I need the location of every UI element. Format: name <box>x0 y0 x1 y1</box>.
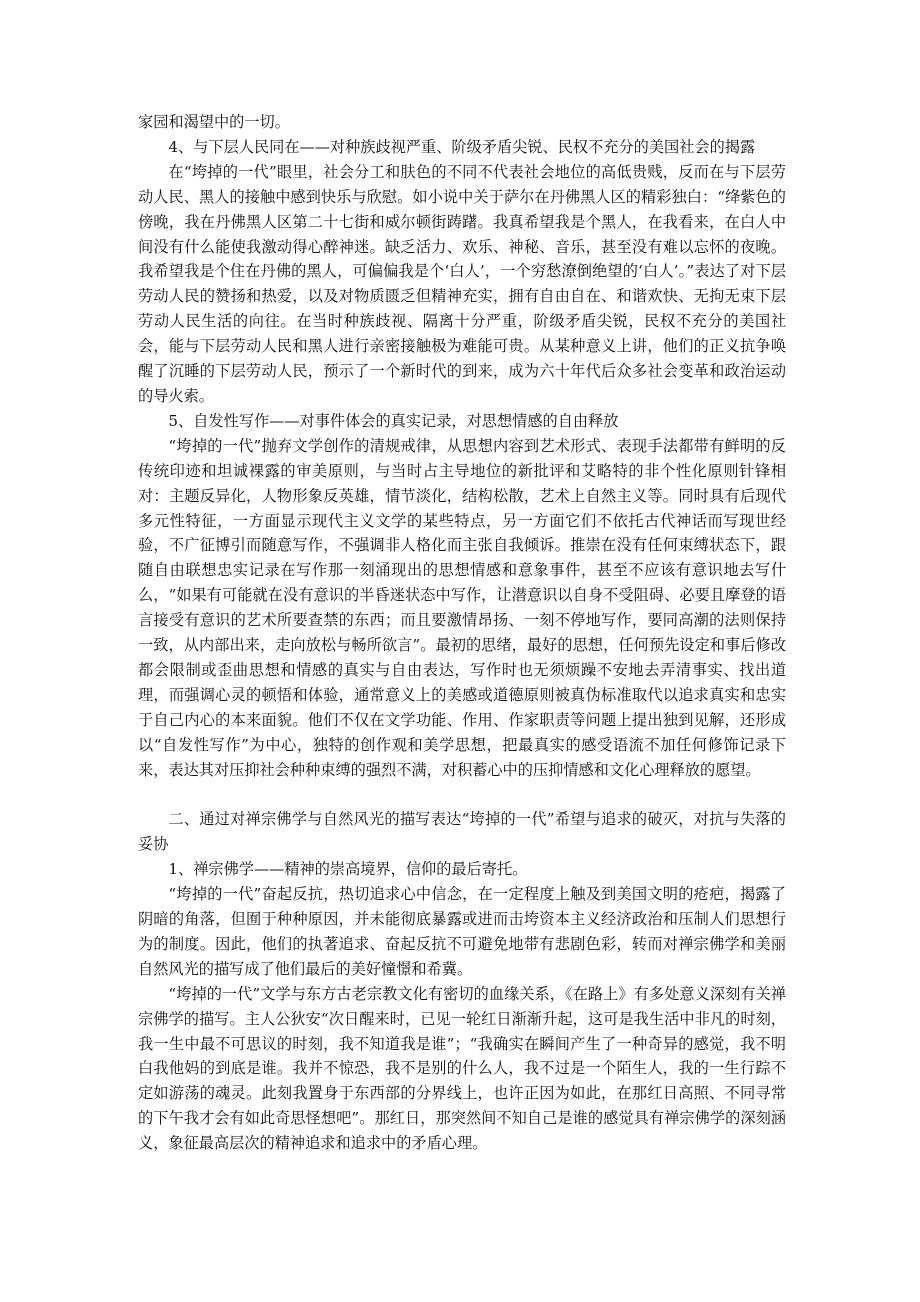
section-heading-5: 5、自发性写作——对事件体会的真实记录，对思想情感的自由释放 <box>168 411 619 430</box>
paragraph-continuation: 家园和渴望中的一切。 <box>138 113 290 131</box>
chapter-heading-2: 二、通过对禅宗佛学与自然风光的描写表达“垮掉的一代”希望与追求的破灭，对抗与失落的妥协 <box>138 810 786 854</box>
paragraph-body: “垮掉的一代”抛弃文学创作的清规戒律，从思想内容到艺术形式、表现手法都带有鲜明的反传统印迹和坦诚裸露的审美原则，与当时占主导地位的新批评和艾略特的非个性化原则针锋相对：主题反异化，人物形象反英雄，情节淡化，结构松散，艺术上自然主义等。同时具有后现代多元性特征，一方面显示现代主义文学的某些特点，另一方面它们不依托古代神话而写现世经验，不广征博引而随意写作，不强调非人格化而主张自我倾诉。推崇在没有任何束缚状态下，跟随自由联想忠实记录在写作那一刻涌现出的思想情感和意象事件，甚至不应该有意识地去写什么，“如果有可能就在没有意识的半昏迷状态中写作，让潜意识以自身不受阻碍、必要且摩登的语言接受有意识的艺术所要查禁的东西；而且要激情昂扬、一刻不停地写作，要同高潮的法则保持一致，从内部出来，走向放松与畅所欲言”。最初的思绪，最好的思想，任何预先设定和事后修改都会限制或歪曲思想和情感的真实与自由表达，写作时也无须烦躁不安地去弄清事实、找出道理，而强调心灵的顿悟和体验，通常意义上的美感或道德原则被真伪标准取代以追求真实和忠实于自己内心的本来面貌。他们不仅在文学功能、作用、作家职责等问题上提出独到见解，还形成以“自发性写作”为中心，独特的创作观和美学思想，把最真实的感受语流不加任何修饰记录下来，表达其对压抑社会种种束缚的强烈不满，对积蓄心中的压抑情感和文化心理释放的愿望。 <box>138 436 786 779</box>
paragraph-body: “垮掉的一代”奋起反抗，热切追求心中信念，在一定程度上触及到美国文明的疮疤，揭露了阴暗的角落，但囿于种种原因，并未能彻底暴露或进而击垮资本主义经济政治和压制人们思想行为的制度。因此，他们的执著追求、奋起反抗不可避免地带有悲剧色彩，转而对禅宗佛学和美丽自然风光的描写成了他们最后的美好憧憬和希冀。 <box>138 885 786 978</box>
document-page <box>138 110 786 1156</box>
section-heading-1: 1、禅宗佛学——精神的崇高境界，信仰的最后寄托。 <box>168 860 528 879</box>
paragraph-body: 在“垮掉的一代”眼里，社会分工和肤色的不同不代表社会地位的高低贵贱，反而在与下层劳动人民、黑人的接触中感到快乐与欣慰。如小说中关于萨尔在丹佛黑人区的精彩独白：“绛紫色的傍晚，我在丹佛黑人区第二十七街和威尔顿街踌躇。我真希望我是个黑人，在我看来，在白人中间没有什么能使我激动得心醉神迷。缺乏活力、欢乐、神秘、音乐，甚至没有难以忘怀的夜晚。我希望我是个住在丹佛的黑人，可偏偏我是个‘白人’，一个穷愁潦倒绝望的‘白人’。”表达了对下层劳动人民的赞扬和热爱，以及对物质匮乏但精神充实，拥有自由自在、和谐欢快、无拘无束下层劳动人民生活的向往。在当时种族歧视、隔离十分严重，阶级矛盾尖锐，民权不充分的美国社会，能与下层劳动人民和黑人进行亲密接触极为难能可贵。从某种意义上讲，他们的正义抗争唤醒了沉睡的下层劳动人民，预示了一个新时代的到来，成为六十年代后众多社会变革和政治运动的导火索。 <box>138 162 786 405</box>
paragraph-body: “垮掉的一代”文学与东方古老宗教文化有密切的血缘关系，《在路上》有多处意义深刻有关禅宗佛学的描写。主人公狄安“次日醒来时，已见一轮红日渐渐升起，这可是我生活中非凡的时刻，我一生中最不可思议的时刻，我不知道我是谁”；“我确实在瞬间产生了一种奇异的感觉，我不明白我他妈的到底是谁。我并不惊恐，我不是别的什么人，我不过是一个陌生人，我的一生行踪不定如游荡的魂灵。此刻我置身于东西部的分界线上，也许正因为如此，在那红日高照、不同寻常的下午我才会有如此奇思怪想吧”。那红日，那突然间不知自己是谁的感觉具有禅宗佛学的深刻涵义，象征最高层次的精神追求和追求中的矛盾心理。 <box>138 984 786 1153</box>
paragraph-spacer <box>138 782 786 807</box>
section-heading-4: 4、与下层人民同在——对种族歧视严重、阶级矛盾尖锐、民权不充分的美国社会的揭露 <box>168 137 756 156</box>
